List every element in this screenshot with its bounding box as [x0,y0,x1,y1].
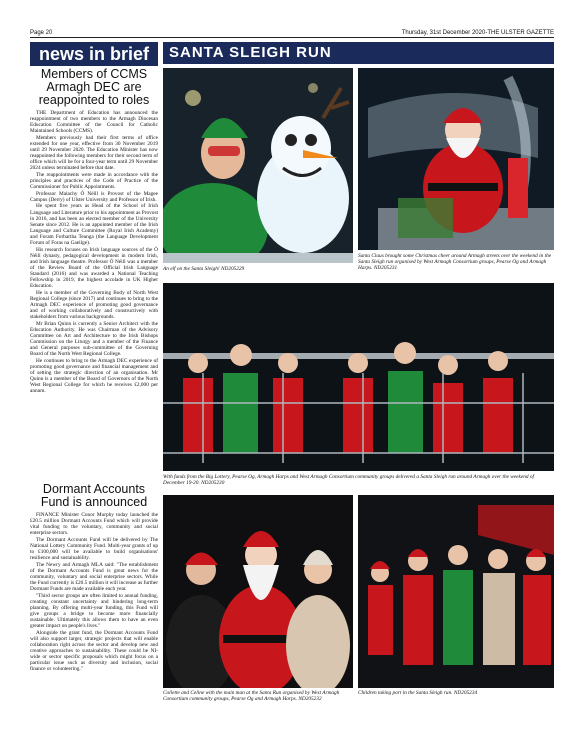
story-dormant-accounts [30,483,158,673]
caption-santa: Santa Claus brought some Christmas cheer around Armagh streets over the weekend in the Santa Sleigh run organised by West Armagh Consortium groups, Pearse Og and Armagh Harps. ND205231 [358,253,552,271]
story-body [30,512,158,672]
paragraph: FINANCE Minister Conor Murphy today launched the £20.5 million Dormant Accounts Fund which will provide vital funding to the voluntary, community and social enterprise sectors. [30,512,158,537]
photo-santa-sleigh [358,68,554,250]
caption-elves: With funds from the Big Lottery, Pearse Og, Armagh Harps and West Armagh Consortium community groups delivered a Santa Sleigh run around Armagh over the weekend of December 19-20. ND205230 [163,474,534,486]
photo-children [358,495,554,688]
paragraph: His research focuses on Irish language sources of the Ó Néill dynasty, pedagogical development in modern Irish, and Irish language theatre. Professor Ó Néill was a member of the Review Board of the Official Irish Language Standard (2016) and was awarded a National Teaching Fellowship in 2019, the highest accolade in UK Higher Education. [30,246,158,290]
caption-elf: An elf on the Santa Sleigh! ND205229 [163,266,245,272]
page-number: Page 20 [30,30,53,36]
paragraph: THE Department of Education has announced the reappointment of two members to the Armagh Diocesan Education Committee of the Council for Catholic Maintained Schools (CCMS). [30,110,158,135]
story-ccms [30,68,158,395]
section-banner: SANTA SLEIGH RUN [163,42,554,64]
paragraph: "Third sector groups are often limited to annual funding, creating constant uncertainty and hindering long-term planning. By offering multi-year funding, this Fund will give groups a bridge to become more financially sustainable. Ultimately this allows them to have an even greater impact on people's lives." [30,592,158,630]
news-in-brief-tag: news in brief [30,42,158,66]
photo-collette-celine-santa [163,495,353,688]
paragraph: Mr Brian Quinn is currently a Senior Architect with the Education Authority. He was Chairman of the Advisory Committee on Art and Architecture to the Irish Bishops Commission on the Liturgy and a member of the Finance and General purposes sub-committee of the Governing Board of the North West Regional College. [30,320,158,358]
paragraph: He continues to bring to the Armagh DEC experience of promoting good governance and financial management and of setting the strategic direction of an organisation. Mr Quinn is a member of the Board of Governors of the North West Regional College for which he receives £2,000 per annum. [30,357,158,395]
paragraph: The Newry and Armagh MLA said: "The establishment of the Dormant Accounts Fund is great news for the community, voluntary and social enterprise sectors. While the Fund currently is £20.5 million it will increase as further Dormant Funds are made available each year. [30,561,158,593]
paragraph: He spent five years as Head of the School of Irish Language and Literature prior to his appointment as Provost in 2016, and has been an elected member of the University Senate since 2012. He is an appointed member of the Irish Language and Culture Committee (Royal Irish Academy) and Foram Forbartha Teanga (the Language Development Forum of Foras na Gaeilge). [30,203,158,246]
caption-collette-celine: Collette and Celine with the main man at the Santa Run organised by West Armagh Consortium community groups, Pearse Og and Armagh Harps. ND205232 [163,690,340,702]
paragraph: Members previously had their first terms of office extended for one year, effective from 30 November 2019 until 29 November 2020. The Education Minister has now reappointed the following members for their second term of office which will be for a four-year term until 29 November 2024 unless terminated before that date. [30,134,158,172]
paragraph: The Dormant Accounts Fund will be delivered by The National Lottery Community Fund. Multi-year grants of up to £100,000 will be available to build organisations' resilience and sustainability. [30,536,158,562]
story-body [30,110,158,394]
story-headline: Members of CCMS Armagh DEC are reappointed to roles [38,67,150,107]
paragraph: The reappointments were made in accordance with the principles and practices of the Code of Practice of the Commissioner for Public Appointments. [30,171,158,191]
caption-children: Children taking part in the Santa Sleigh run. ND205234 [358,690,478,696]
dateline: Thursday, 31st December 2020-THE ULSTER GAZETTE [401,30,554,36]
paragraph: Professor Malachy Ó Néill is Provost of the Magee Campus (Derry) of Ulster University and Professor of Irish. [30,190,158,203]
header-rule [30,37,554,38]
story-headline: Dormant Accounts Fund is announced [40,482,148,509]
paragraph: He is a member of the Governing Body of North West Regional College (since 2017) and continues to bring to the Armagh DEC experience of promoting good governance and of working collaboratively and constructively with stakeholders from various backgrounds. [30,289,158,321]
photo-elf-snowman [163,68,353,263]
page-header [30,28,554,40]
photo-elves-lineup [163,283,554,471]
paragraph: Alongside the grant fund, the Dormant Accounts Fund will also support larger, strategic projects that will enable collaboration right across the sector and develop new and creative approaches to sustainability. These could be NI-wide or sector specific proposals which might focus on a particular issue such as diversity and inclusion, social finance or volunteering." [30,629,158,673]
